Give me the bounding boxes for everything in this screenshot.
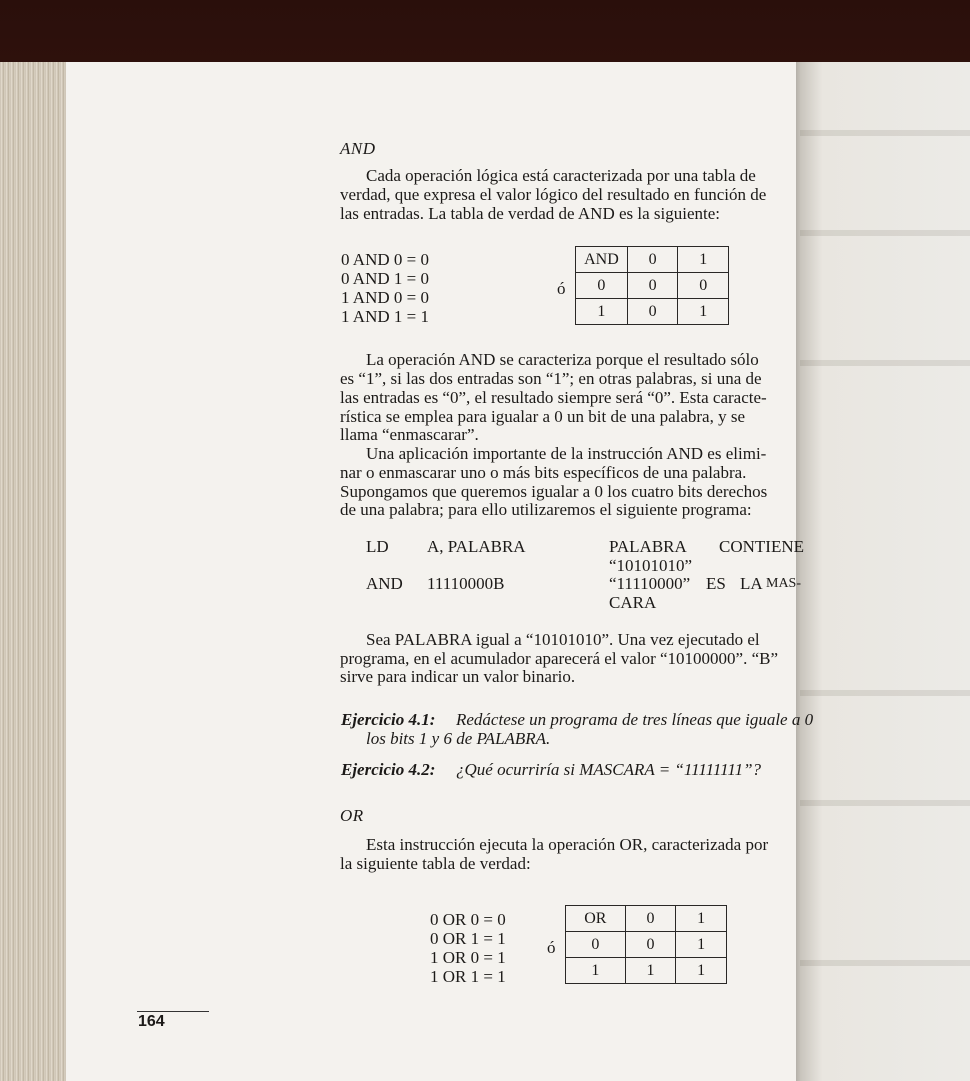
- program-comment: MAS-: [766, 576, 802, 591]
- exercise-text: ¿Qué ocurriría si MASCARA = “11111111”?: [456, 760, 762, 779]
- program-comment: LA: [740, 574, 763, 593]
- exercise-text: los bits 1 y 6 de PALABRA.: [366, 729, 551, 748]
- table-cell: 1: [625, 958, 676, 984]
- table-header-cell: OR: [566, 906, 626, 932]
- and-truth-table: [575, 246, 729, 325]
- table-cell: 1: [576, 299, 628, 325]
- body-line: llama “enmascarar”.: [340, 425, 479, 444]
- body-line: programa, en el acumulador aparecerá el valor “10100000”. “B”: [340, 649, 779, 668]
- body-line: la siguiente tabla de verdad:: [340, 854, 531, 873]
- program-comment: PALABRA: [609, 537, 687, 556]
- facing-page: [790, 62, 970, 1081]
- body-line: Esta instrucción ejecuta la operación OR, caracterizada por: [366, 835, 769, 854]
- table-cell: 0: [678, 273, 729, 299]
- table-header-cell: 0: [627, 247, 678, 273]
- and-equation: 1 AND 1 = 1: [341, 307, 429, 326]
- show-through-text: [800, 690, 970, 712]
- intro-line: verdad, que expresa el valor lógico del resultado en función de: [340, 185, 767, 204]
- table-cell: 1: [676, 932, 727, 958]
- body-line: de una palabra; para ello utilizaremos el siguiente programa:: [340, 500, 752, 519]
- show-through-text: [800, 230, 970, 252]
- or-equation: 1 OR 1 = 1: [430, 967, 506, 986]
- program-comment: “10101010”: [609, 556, 693, 575]
- table-row: [566, 958, 727, 984]
- and-equation: 0 AND 1 = 0: [341, 269, 429, 288]
- body-line: Sea PALABRA igual a “10101010”. Una vez ejecutado el: [366, 630, 760, 649]
- show-through-text: [800, 130, 970, 152]
- program-op: AND: [366, 574, 403, 593]
- or-equation: 1 OR 0 = 1: [430, 948, 506, 967]
- table-row: [576, 247, 729, 273]
- body-line: rística se emplea para igualar a 0 un bit de una palabra, y se: [340, 407, 745, 426]
- body-line: las entradas es “0”, el resultado siempre será “0”. Esta caracte-: [340, 388, 767, 407]
- intro-line: las entradas. La tabla de verdad de AND es la siguiente:: [340, 204, 721, 223]
- table-cell: 1: [566, 958, 626, 984]
- body-line: nar o enmascarar uno o más bits específicos de una palabra.: [340, 463, 747, 482]
- table-row: [566, 932, 727, 958]
- table-cell: 1: [678, 299, 729, 325]
- or-connector: ó: [547, 938, 556, 957]
- program-arg: 11110000B: [427, 574, 505, 593]
- footer-rule: [137, 1011, 209, 1012]
- table-row: [566, 906, 727, 932]
- show-through-text: [800, 800, 970, 822]
- table-cell: 0: [566, 932, 626, 958]
- table-row: [576, 273, 729, 299]
- table-cell: 1: [676, 958, 727, 984]
- or-equation: 0 OR 1 = 1: [430, 929, 506, 948]
- body-line: Una aplicación importante de la instrucción AND es elimi-: [366, 444, 767, 463]
- table-cell: 0: [625, 932, 676, 958]
- program-comment: CONTIENE: [719, 537, 804, 556]
- table-cell: 0: [627, 299, 678, 325]
- section-heading-and: AND: [340, 139, 376, 158]
- program-comment: “11110000”: [609, 574, 691, 593]
- table-header-cell: 1: [678, 247, 729, 273]
- and-equation: 1 AND 0 = 0: [341, 288, 429, 307]
- or-connector: ó: [557, 279, 566, 298]
- table-header-cell: 1: [676, 906, 727, 932]
- section-heading-or: OR: [340, 806, 364, 825]
- table-row: [576, 299, 729, 325]
- table-header-cell: 0: [625, 906, 676, 932]
- body-line: La operación AND se caracteriza porque el resultado sólo: [366, 350, 759, 369]
- show-through-text: [800, 960, 970, 982]
- exercise-label: Ejercicio 4.1:: [341, 710, 436, 729]
- table-cell: 0: [576, 273, 628, 299]
- show-through-text: [800, 360, 970, 382]
- table-cell: 0: [627, 273, 678, 299]
- or-equation: 0 OR 0 = 0: [430, 910, 506, 929]
- program-comment: CARA: [609, 593, 657, 612]
- table-header-cell: AND: [576, 247, 628, 273]
- program-comment: ES: [706, 574, 726, 593]
- body-line: sirve para indicar un valor binario.: [340, 667, 576, 686]
- program-op: LD: [366, 537, 389, 556]
- exercise-label: Ejercicio 4.2:: [341, 760, 436, 779]
- or-truth-table: [565, 905, 727, 984]
- intro-line: Cada operación lógica está caracterizada por una tabla de: [366, 166, 756, 185]
- body-line: Supongamos que queremos igualar a 0 los cuatro bits derechos: [340, 482, 768, 501]
- body-line: es “1”, si las dos entradas son “1”; en otras palabras, si una de: [340, 369, 762, 388]
- program-arg: A, PALABRA: [427, 537, 526, 556]
- exercise-text: Redáctese un programa de tres líneas que iguale a 0: [456, 710, 814, 729]
- page-number: 164: [138, 1013, 165, 1030]
- and-equation: 0 AND 0 = 0: [341, 250, 429, 269]
